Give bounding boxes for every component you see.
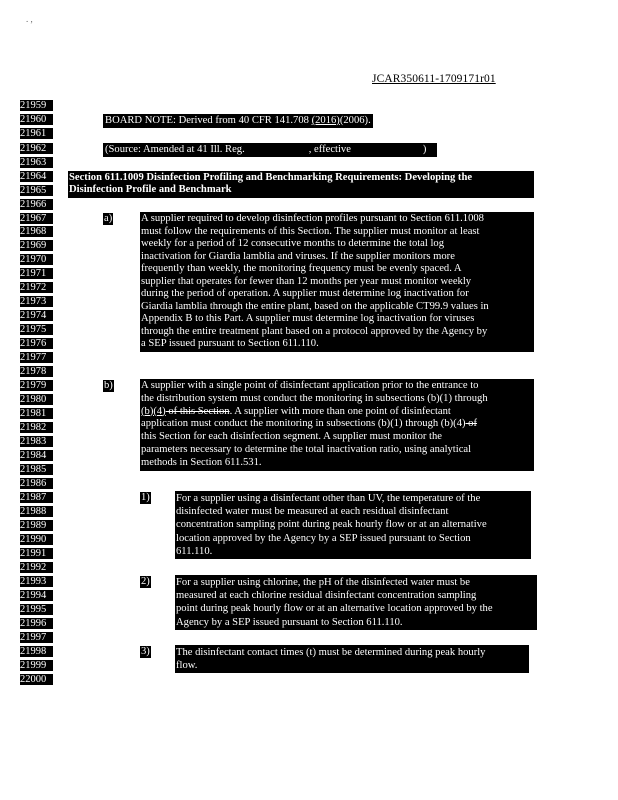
line-number: 21989 [20, 520, 53, 531]
line-number: 21996 [20, 618, 53, 629]
item-b-struck-text: of this Section [165, 405, 230, 417]
item-a-text [140, 212, 534, 352]
item-b-line [141, 406, 533, 419]
item-1-line: disinfected water must be measured at each residual disinfectant [176, 506, 449, 518]
item-a-line: must follow the requirements of this Section. The supplier must monitor at least [141, 225, 480, 237]
line-number: 21984 [20, 450, 53, 461]
item-1-line: location approved by the Agency by a SEP issued pursuant to Section [176, 532, 471, 544]
item-3-line: The disinfectant contact times (t) must be determined during peak hourly [176, 647, 486, 658]
scan-specks: . , [26, 14, 33, 24]
line-number: 21973 [20, 296, 53, 307]
item-b-text [140, 379, 534, 471]
item-a-line: weekly for a period of 12 consecutive months to determine the total log [141, 238, 445, 249]
line-number: 21964 [20, 171, 53, 182]
item-1-line: concentration sampling point during peak hourly flow or at an alternative [176, 519, 487, 531]
item-b-line: this Section for each disinfection segment. A supplier must monitor the [141, 431, 442, 443]
line-number: 21985 [20, 464, 53, 475]
board-note-suffix: (2006). [339, 115, 371, 126]
board-note-inserted-year: (2016) [311, 115, 340, 126]
line-number: 21968 [20, 226, 53, 237]
line-number: 21986 [20, 478, 53, 489]
line-number: 21961 [20, 128, 53, 139]
item-b-line: the distribution system must conduct the monitoring in subsections (b)(1) through [141, 392, 488, 404]
line-number: 21960 [20, 114, 53, 125]
line-number: 21967 [20, 213, 53, 224]
board-note [103, 114, 373, 128]
source-part2: , effective [308, 144, 351, 155]
item-2-line: point during peak hourly flow or at an alternative location approved by the [176, 603, 493, 615]
line-number: 21978 [20, 366, 53, 377]
item-b-line: A supplier with a single point of disinfectant application prior to the entrance to [141, 380, 479, 391]
item-b-line-kept: application must conduct the monitoring in subsections (b)(1) through (b)(4) [141, 418, 466, 430]
line-number: 21982 [20, 422, 53, 433]
item-a-line: Giardia lamblia through the entire plant, based on the applicable CT99.9 values in [141, 300, 489, 312]
item-2-line: For a supplier using chlorine, the pH of the disinfected water must be [176, 577, 470, 588]
item-3-line: flow. [176, 660, 198, 672]
item-2-text [175, 575, 537, 630]
item-b-line-rest: . A supplier with more than one point of disinfectant [229, 405, 451, 417]
line-number: 22000 [20, 674, 53, 685]
item-a-line: during the period of operation. A supplier must determine log inactivation for [141, 288, 469, 299]
line-number: 21983 [20, 436, 53, 447]
source-close: ) [422, 144, 427, 155]
line-number: 21998 [20, 646, 53, 657]
line-number: 21974 [20, 310, 53, 321]
item-a-line: frequently than weekly, the monitoring frequency must be evenly spaced. A [141, 263, 462, 274]
item-1-text [175, 491, 531, 559]
item-1-line: For a supplier using a disinfectant other than UV, the temperature of the [176, 493, 481, 504]
item-2-line: Agency by a SEP issued pursuant to Section 611.110. [176, 616, 403, 628]
item-a-line: a SEP issued pursuant to Section 611.110. [141, 338, 319, 349]
line-number: 21988 [20, 506, 53, 517]
line-number: 21976 [20, 338, 53, 349]
line-number: 21962 [20, 143, 53, 154]
item-1-label: 1) [141, 492, 150, 503]
line-number: 21970 [20, 254, 53, 265]
line-number: 21995 [20, 604, 53, 615]
line-number: 21966 [20, 199, 53, 210]
item-a-line: A supplier required to develop disinfection profiles pursuant to Section 611.1008 [141, 213, 484, 224]
item-b-label: b) [104, 380, 113, 391]
item-b-inserted-ref: (b)(4) [141, 405, 166, 417]
line-number: 21991 [20, 548, 53, 559]
item-b-line [141, 418, 533, 431]
line-number: 21971 [20, 268, 53, 279]
line-number: 21990 [20, 534, 53, 545]
line-number: 21965 [20, 185, 53, 196]
line-number: 21981 [20, 408, 53, 419]
item-2-line: measured at each chlorine residual disinfectant concentration sampling [176, 590, 477, 602]
section-heading-line-1: Section 611.1009 Disinfection Profiling and Benchmarking Requirements: Developing the [69, 172, 473, 183]
line-number: 21992 [20, 562, 53, 573]
item-a-line: Appendix B to this Part. A supplier must determine log inactivation for viruses [141, 313, 475, 324]
item-3-label: 3) [141, 646, 150, 657]
line-number: 21977 [20, 352, 53, 363]
section-heading-line-2: Disinfection Profile and Benchmark [69, 184, 232, 196]
line-number: 21993 [20, 576, 53, 587]
line-number: 21975 [20, 324, 53, 335]
line-number: 21987 [20, 492, 53, 503]
line-number: 21980 [20, 394, 53, 405]
source-note [103, 143, 437, 157]
line-number: 21972 [20, 282, 53, 293]
item-1-line: 611.110. [176, 545, 213, 557]
line-number: 21999 [20, 660, 53, 671]
section-heading [68, 171, 534, 198]
item-2-label: 2) [141, 576, 150, 587]
item-a-line: through the entire treatment plant based on a protocol approved by the Agency by [141, 325, 488, 337]
item-b-line: methods in Section 611.531. [141, 456, 262, 468]
item-3-text [175, 645, 529, 673]
line-number: 21997 [20, 632, 53, 643]
line-number: 21969 [20, 240, 53, 251]
item-a-line: inactivation for Giardia lamblia and viruses. If the supplier monitors more [141, 250, 455, 262]
source-part1: (Source: Amended at 41 Ill. Reg. [105, 144, 245, 155]
line-number: 21979 [20, 380, 53, 391]
item-b-line: parameters necessary to determine the total inactivation ratio, using analytical [141, 443, 472, 455]
document-code: JCAR350611-1709171r01 [372, 73, 496, 85]
line-number: 21994 [20, 590, 53, 601]
item-a-label: a) [104, 213, 113, 224]
board-note-prefix: BOARD NOTE: Derived from 40 CFR 141.708 [105, 115, 312, 126]
item-a-line: supplier that operates for fewer than 12 months per year must monitor weekly [141, 275, 472, 287]
line-number: 21959 [20, 100, 53, 111]
line-number: 21963 [20, 157, 53, 168]
item-b-struck-text: of [465, 418, 478, 430]
